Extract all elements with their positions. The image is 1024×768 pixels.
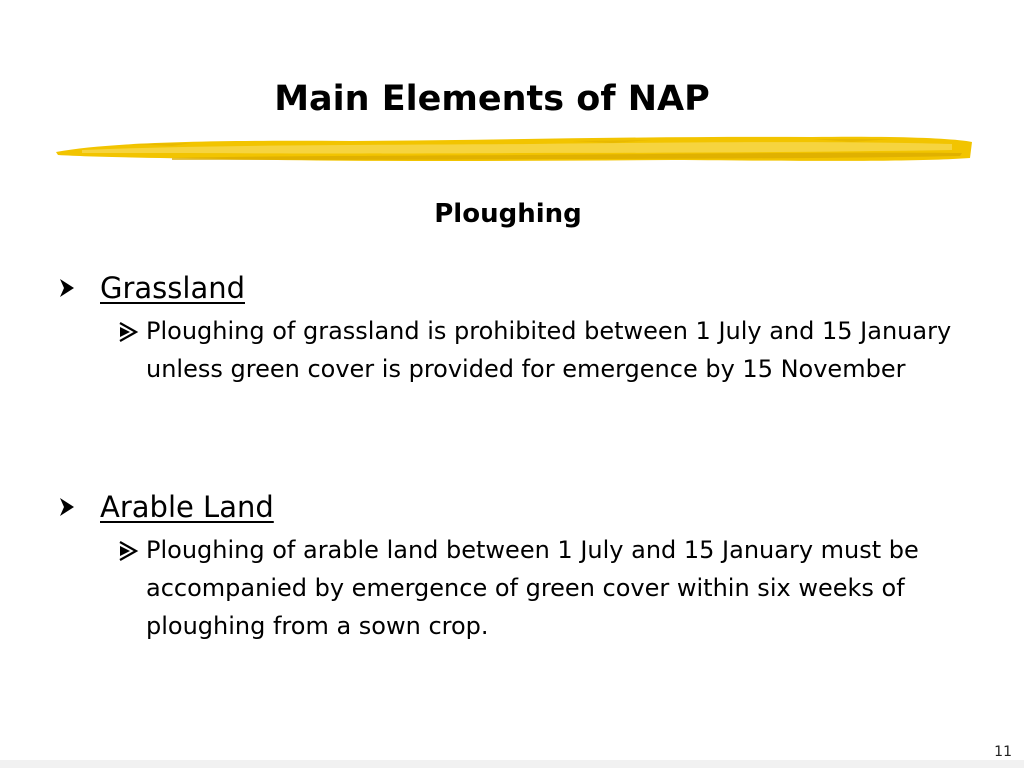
- page-number: 11: [994, 744, 1012, 760]
- bullet-heading: Arable Land: [100, 490, 274, 524]
- bullet-item: [58, 485, 958, 529]
- arrow-bullet-icon: [118, 540, 140, 562]
- section-grassland: [58, 266, 958, 388]
- chevron-bullet-icon: [58, 278, 100, 298]
- sub-bullet-text: Ploughing of arable land between 1 July and 15 January must be accompanied by emergence of green cover within six weeks of ploughing from a sown crop.: [146, 536, 919, 640]
- slide-title: Main Elements of NAP: [274, 79, 710, 119]
- yellow-brush-stroke-divider: [52, 128, 976, 168]
- arrow-bullet-icon: [118, 321, 140, 343]
- section-arable-land: [58, 485, 958, 645]
- sub-bullet-item: [58, 312, 958, 388]
- bullet-item: [58, 266, 958, 310]
- bullet-heading: Grassland: [100, 271, 245, 305]
- footer-band: [0, 760, 1024, 768]
- sub-bullet-text: Ploughing of grassland is prohibited between 1 July and 15 January unless green cover is provided for emergence by 15 November: [146, 317, 952, 383]
- chevron-bullet-icon: [58, 497, 100, 517]
- sub-bullet-item: [58, 531, 958, 645]
- slide-subtitle: Ploughing: [434, 199, 582, 229]
